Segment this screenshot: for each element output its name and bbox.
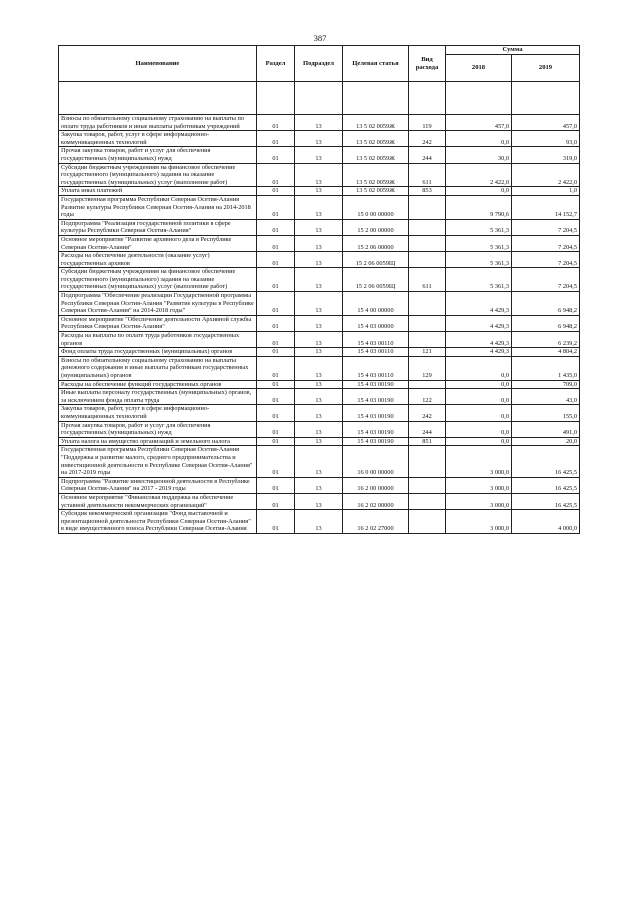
row-2018: 4 429,3 [446,292,512,316]
row-name: Основное мероприятие "Развитие архивного дела в Республике Северная Осетия-Алания" [59,235,257,251]
row-name: Государственная программа Республики Северная Осетия-Алания Развитие культуры Республики Северная Осетия-Алания на 2014-2018 годы [59,195,257,219]
row-section: 01 [257,477,295,493]
table-row [59,219,580,235]
row-section: 01 [257,219,295,235]
table-row [59,405,580,421]
row-name: Закупка товаров, работ, услуг в сфере информационно-коммуникационных технологий [59,131,257,147]
row-target: 13 5 02 0059Ж [343,147,409,163]
header-subsection: Подраздел [295,46,343,82]
header-sum: Сумма [446,46,580,55]
row-target: 13 5 02 0059Ж [343,115,409,131]
row-expense-type: 244 [409,421,446,437]
row-subsection: 13 [295,510,343,534]
row-subsection: 13 [295,332,343,348]
row-subsection: 13 [295,356,343,380]
row-expense-type: 611 [409,268,446,292]
row-subsection: 13 [295,268,343,292]
table-row [59,163,580,187]
table-row [59,380,580,389]
row-section: 01 [257,187,295,196]
row-name: Прочая закупка товаров, работ и услуг для обеспечения государственных (муниципальных) нужд [59,147,257,163]
row-2019: 4 804,2 [512,348,580,357]
row-target: 15 4 03 00110 [343,348,409,357]
row-expense-type [409,493,446,509]
row-expense-type [409,235,446,251]
row-2018: 0,0 [446,131,512,147]
row-expense-type [409,380,446,389]
row-name: Уплата налога на имущество организаций и земельного налога [59,437,257,446]
row-expense-type [409,252,446,268]
row-2019: 1,0 [512,187,580,196]
row-subsection: 13 [295,292,343,316]
row-section: 01 [257,147,295,163]
header-section: Раздел [257,46,295,82]
row-subsection: 13 [295,115,343,131]
row-2019: 14 152,7 [512,195,580,219]
row-expense-type [409,332,446,348]
row-2019: 1 435,0 [512,356,580,380]
row-expense-type: 611 [409,163,446,187]
row-subsection: 13 [295,437,343,446]
table-row [59,493,580,509]
row-section: 01 [257,131,295,147]
row-name: Закупка товаров, работ, услуг в сфере информационно-коммуникационных технологий [59,405,257,421]
row-target: 15 4 03 00000 [343,315,409,331]
row-2019: 6 948,2 [512,315,580,331]
row-target: 16 2 02 00000 [343,493,409,509]
row-2019: 709,0 [512,380,580,389]
row-target: 13 5 02 0059Ж [343,131,409,147]
row-2019: 6 948,2 [512,292,580,316]
table-body [59,82,580,534]
row-expense-type [409,510,446,534]
row-2019: 16 425,5 [512,493,580,509]
row-subsection: 13 [295,493,343,509]
table-row [59,131,580,147]
table-row [59,446,580,477]
row-expense-type: 244 [409,147,446,163]
row-2018: 3 000,0 [446,477,512,493]
row-expense-type: 129 [409,356,446,380]
row-name: Субсидии бюджетным учреждениям на финансовое обеспечение государственного (муниципального) задания на оказание государственных (муниципальных) услуг (выполнение работ) [59,163,257,187]
row-2019: 155,0 [512,405,580,421]
budget-table [58,45,580,534]
row-section: 01 [257,315,295,331]
row-2019: 319,0 [512,147,580,163]
row-subsection: 13 [295,195,343,219]
row-2018: 0,0 [446,437,512,446]
row-section: 01 [257,446,295,477]
row-expense-type: 119 [409,115,446,131]
row-2019: 6 239,2 [512,332,580,348]
row-section: 01 [257,348,295,357]
row-target: 13 5 02 0059Ж [343,163,409,187]
row-2018: 5 361,3 [446,235,512,251]
row-2018: 3 000,0 [446,510,512,534]
row-name: Подпрограмма "Обеспечение реализации Государственной программы Республики Северная Осетия-Алания "Развитие культуры в Республике Северная Осетия-Алания" на 2014-2018 годы" [59,292,257,316]
row-subsection: 13 [295,131,343,147]
table-row [59,389,580,405]
row-target: 16 2 02 27000 [343,510,409,534]
row-2019: 7 204,5 [512,268,580,292]
table-row [59,115,580,131]
row-2018: 5 361,3 [446,268,512,292]
table-row [59,187,580,196]
row-name: Взносы по обязательному социальному страхованию на выплаты денежного содержания и иные выплаты работникам государственных (муниципальных) органов [59,356,257,380]
blank-row [59,82,580,115]
row-subsection: 13 [295,252,343,268]
row-2019: 2 422,0 [512,163,580,187]
row-name: Расходы на обеспечение функций государственных органов [59,380,257,389]
row-expense-type [409,315,446,331]
row-section: 01 [257,163,295,187]
row-subsection: 13 [295,421,343,437]
row-2018: 9 790,6 [446,195,512,219]
table-row [59,332,580,348]
header-year-2018: 2018 [446,55,512,82]
table-row [59,348,580,357]
row-section: 01 [257,389,295,405]
table-row [59,235,580,251]
table-header-row [59,46,580,55]
row-2018: 4 429,3 [446,315,512,331]
row-2018: 5 361,3 [446,252,512,268]
row-2019: 93,0 [512,131,580,147]
row-expense-type [409,446,446,477]
table-row [59,356,580,380]
table-row [59,477,580,493]
table-row [59,292,580,316]
row-name: Иные выплаты персоналу государственных (муниципальных) органов, за исключением фонда оплаты труда [59,389,257,405]
row-expense-type [409,477,446,493]
row-section: 01 [257,493,295,509]
row-subsection: 13 [295,389,343,405]
row-subsection: 13 [295,187,343,196]
row-2018: 3 000,0 [446,493,512,509]
row-name: Основное мероприятие "Финансовая поддержка на обеспечение уставной деятельности некоммерческих организаций" [59,493,257,509]
row-target: 15 2 06 00000 [343,235,409,251]
row-name: Расходы на обеспечение деятельности (оказание услуг) государственных архивов [59,252,257,268]
row-expense-type: 853 [409,187,446,196]
header-target: Целевая статья [343,46,409,82]
row-name: Подпрограмма "Развитие инвестиционной деятельности в Республике Северная Осетия-Алания" на 2017 - 2019 годы [59,477,257,493]
row-expense-type [409,292,446,316]
row-2018: 4 429,3 [446,332,512,348]
row-2019: 43,0 [512,389,580,405]
row-target: 15 4 03 00190 [343,380,409,389]
row-2019: 457,0 [512,115,580,131]
row-target: 15 2 06 0059Щ [343,268,409,292]
row-target: 15 4 03 00190 [343,421,409,437]
row-subsection: 13 [295,235,343,251]
row-expense-type [409,219,446,235]
row-2019: 491,0 [512,421,580,437]
row-expense-type: 122 [409,389,446,405]
row-name: Уплата иных платежей [59,187,257,196]
table-row [59,195,580,219]
row-2019: 16 425,5 [512,446,580,477]
page-number: 387 [313,33,327,43]
row-name: Государственная программа Республики Северная Осетия-Алания "Поддержка и развитие малого, среднего предпринимательства и инвестиционной деятельности в Республике Северная Осетия-Алания" на 2017-2019 годы [59,446,257,477]
row-name: Взносы по обязательному социальному страхованию на выплаты по оплате труда работников и иные выплаты работникам учреждений [59,115,257,131]
row-expense-type: 851 [409,437,446,446]
row-name: Расходы на выплаты по оплате труда работников государственных органов [59,332,257,348]
row-section: 01 [257,405,295,421]
header-name: Наименование [59,46,257,82]
row-subsection: 13 [295,405,343,421]
row-section: 01 [257,437,295,446]
table-row [59,252,580,268]
row-target: 15 2 00 00000 [343,219,409,235]
row-name: Прочая закупка товаров, работ и услуг для обеспечения государственных (муниципальных) нужд [59,421,257,437]
row-section: 01 [257,268,295,292]
row-2018: 30,0 [446,147,512,163]
row-section: 01 [257,115,295,131]
table-row [59,510,580,534]
row-subsection: 13 [295,163,343,187]
row-section: 01 [257,421,295,437]
row-section: 01 [257,510,295,534]
row-name: Подпрограмма "Реализация государственной политики в сфере культуры Республики Северная Осетия-Алания" [59,219,257,235]
row-2018: 3 000,0 [446,446,512,477]
row-target: 16 0 00 00000 [343,446,409,477]
row-expense-type: 121 [409,348,446,357]
row-subsection: 13 [295,147,343,163]
row-name: Фонд оплаты труда государственных (муниципальных) органов [59,348,257,357]
row-name: Субсидия некоммерческой организации "Фонд выставочной и презентационной деятельности Республики Северная Осетия-Алания" в виде имущественного взноса Республики Северная Осетия-Алания [59,510,257,534]
row-target: 15 4 03 00190 [343,389,409,405]
row-2019: 7 204,5 [512,235,580,251]
row-2019: 7 204,5 [512,219,580,235]
row-target: 15 4 03 00110 [343,332,409,348]
row-subsection: 13 [295,219,343,235]
table-row [59,315,580,331]
row-expense-type: 242 [409,405,446,421]
row-name: Субсидии бюджетным учреждениям на финансовое обеспечение государственного (муниципального) задания на оказание государственных (муниципальных) услуг (выполнение работ) [59,268,257,292]
row-name: Основное мероприятие "Обеспечение деятельности Архивной службы Республики Северная Осетия-Алания" [59,315,257,331]
row-expense-type: 242 [409,131,446,147]
row-subsection: 13 [295,348,343,357]
row-section: 01 [257,332,295,348]
row-section: 01 [257,356,295,380]
table-row [59,147,580,163]
row-subsection: 13 [295,380,343,389]
row-target: 15 0 00 00000 [343,195,409,219]
table-row [59,437,580,446]
row-2019: 20,0 [512,437,580,446]
row-subsection: 13 [295,315,343,331]
row-target: 15 4 03 00110 [343,356,409,380]
row-2019: 7 204,5 [512,252,580,268]
row-target: 15 4 03 00190 [343,405,409,421]
row-2018: 0,0 [446,421,512,437]
row-2018: 0,0 [446,187,512,196]
row-2018: 0,0 [446,405,512,421]
row-section: 01 [257,235,295,251]
row-2018: 2 422,0 [446,163,512,187]
row-section: 01 [257,380,295,389]
row-2019: 4 000,0 [512,510,580,534]
row-target: 13 5 02 0059Ж [343,187,409,196]
row-2018: 5 361,3 [446,219,512,235]
header-expense-type: Вид расхода [409,46,446,82]
header-year-2019: 2019 [512,55,580,82]
row-target: 15 4 00 00000 [343,292,409,316]
row-subsection: 13 [295,477,343,493]
row-section: 01 [257,292,295,316]
row-2018: 0,0 [446,380,512,389]
row-target: 15 4 03 00190 [343,437,409,446]
row-2018: 0,0 [446,389,512,405]
row-subsection: 13 [295,446,343,477]
table-row [59,268,580,292]
row-2018: 4 429,3 [446,348,512,357]
row-section: 01 [257,252,295,268]
row-2019: 16 425,5 [512,477,580,493]
row-section: 01 [257,195,295,219]
row-expense-type [409,195,446,219]
row-2018: 0,0 [446,356,512,380]
row-target: 15 2 06 0059Щ [343,252,409,268]
table-row [59,421,580,437]
row-target: 16 2 00 00000 [343,477,409,493]
row-2018: 457,0 [446,115,512,131]
